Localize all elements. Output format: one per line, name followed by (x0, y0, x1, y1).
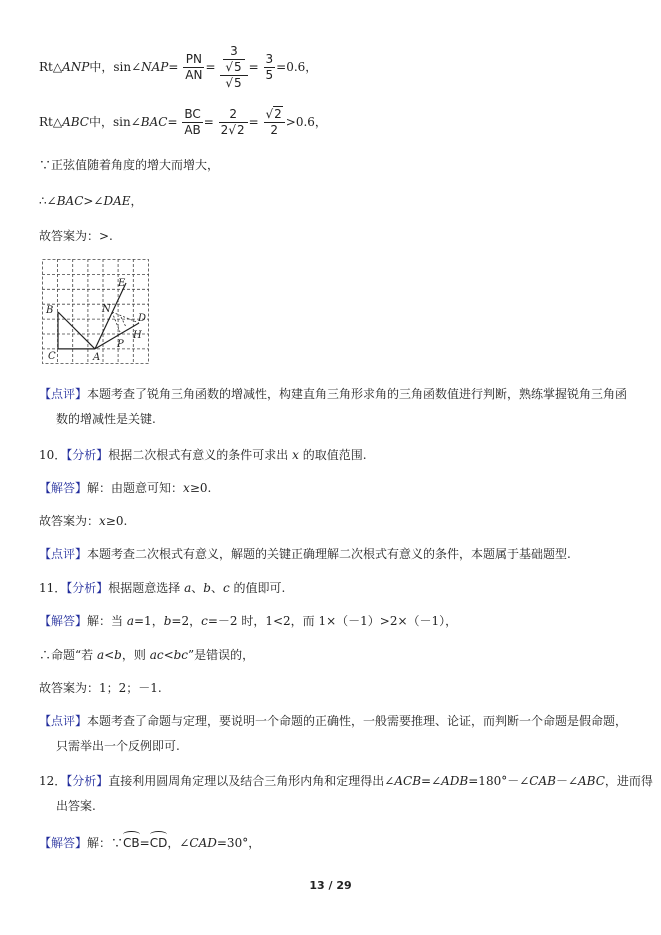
label-h: H (133, 330, 142, 341)
arc-cd: CD (150, 832, 168, 851)
q10-answer: 故答案为：x≥0. (39, 514, 128, 528)
sin-bac-line: Rt△ABC中，sin∠BAC= $\frac{BC}{AB}$ = $\frac{2}{2√2}$ = $\frac{√2}{2}$ >0.6， (39, 107, 327, 137)
page-number: 13 / 29 (309, 879, 352, 892)
fraction-3-root5: $\frac{\frac{3}{√5}}{√5}$ (220, 44, 247, 91)
fraction-3-5: $\frac{3}{5}$ (265, 52, 274, 82)
answer-line-q9: 故答案为：>. (39, 229, 113, 243)
segment-nd (112, 312, 139, 323)
label-n: N (102, 304, 111, 315)
fraction-bc-ab: $\frac{BC}{AB}$ (184, 107, 201, 137)
label-a: A (93, 352, 101, 363)
q11-comment: 【点评】本题考查了命题与定理，要说明一个命题的正确性，一般需要推理、论证，而判断一个命题是假命题， (39, 714, 628, 728)
q9-comment: 【点评】本题考查了锐角三角函数的增减性，构建直角三角形求角的三角函数值进行判断，熟练掌握锐角三角函 (39, 387, 628, 401)
label-d: D (138, 313, 147, 324)
segment-np (112, 312, 120, 332)
fraction-2-2root2: $\frac{2}{2√2}$ (219, 107, 248, 138)
sin-nap-line: Rt△ANP中，sin∠NAP= $\frac{PN}{AN}$ = $\frac{\frac{3}{√5}}{√5}$ = $\frac{3}{5}$ =0.6， (39, 44, 318, 90)
q12-analysis-cont: 出答案. (56, 799, 96, 813)
arc-cb: CB (123, 832, 140, 851)
q12-analysis: 12．【分析】直接利用圆周角定理以及结合三角形内角和定理得出∠ACB=∠ADB=180°－∠CAB－∠ABC，进而得 (39, 774, 653, 788)
grid-figure (42, 259, 152, 365)
fraction-root2-2: $\frac{√2}{2}$ (264, 107, 285, 138)
label-e: E (118, 278, 126, 289)
q10-solution: 【解答】解：由题意可知：x≥0. (39, 481, 212, 495)
segment-h (121, 317, 126, 327)
label-b: B (46, 305, 54, 316)
q11-comment-cont: 只需举出一个反例即可. (56, 739, 180, 753)
sine-increasing-statement: ∵正弦值随着角度的增大而增大， (39, 158, 220, 172)
q12-solution: 【解答】解：∵CB=CD，∠CAD=30°， (39, 832, 260, 851)
q11-analysis: 11．【分析】根据题意选择 a、b、c 的值即可. (39, 581, 286, 595)
fraction-pn-an: $\frac{PN}{AN}$ (185, 52, 203, 82)
label-p: P (117, 339, 124, 350)
segment-ba (58, 312, 95, 349)
q11-answer: 故答案为：1；2；－1. (39, 681, 162, 695)
q11-solution: 【解答】解：当 a=1，b=2，c=－2 时，1<2，而 1×（－1）>2×（－1）， (39, 614, 458, 628)
q10-comment: 【点评】本题考查二次根式有意义，解题的关键正确理解二次根式有意义的条件，本题属于基础题型. (39, 547, 571, 561)
comment-tag: 【点评】 (39, 387, 88, 401)
angle-conclusion: ∴∠BAC>∠DAE， (39, 194, 143, 208)
q9-comment-cont: 数的增减性是关键. (56, 412, 156, 426)
q11-proposition: ∴命题“若 a<b，则 ac<bc”是错误的， (39, 648, 255, 662)
q10-analysis: 10．【分析】根据二次根式有意义的条件可求出 x 的取值范围. (39, 448, 367, 462)
label-c: C (48, 351, 56, 362)
